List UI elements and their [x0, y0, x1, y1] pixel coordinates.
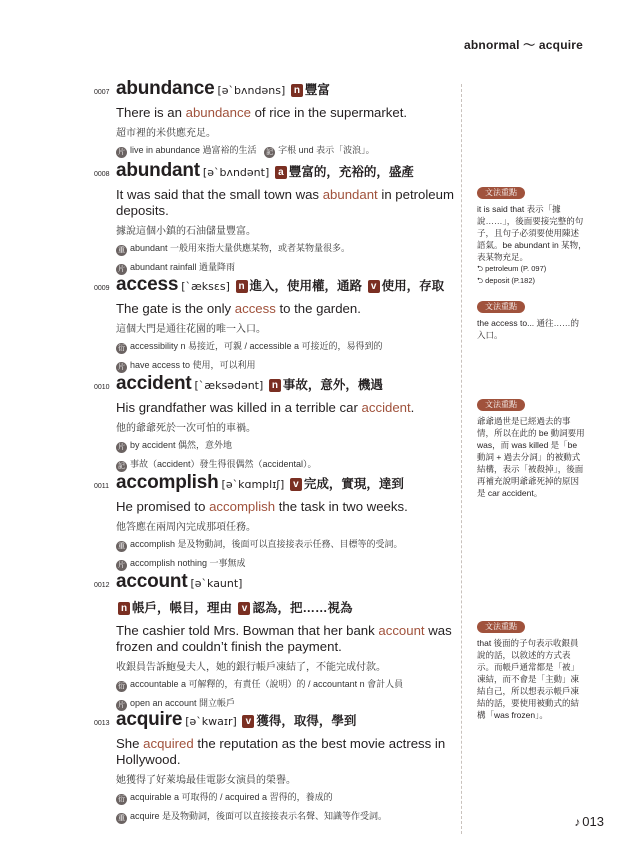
example-highlight: acquired [143, 736, 194, 751]
entry-number: 0007 [94, 89, 110, 96]
note-line: 衍 acquirable a 可取得的 / acquired a 習得的，養成的 [118, 792, 333, 803]
pos-badge: v [238, 602, 250, 615]
headword: acquire [116, 709, 183, 730]
definition: 豐富的，充裕的，盛產 [288, 165, 414, 179]
pos-badge: n [269, 379, 281, 392]
translation: 她獲得了好萊塢最佳電影女演員的榮譽。 [116, 775, 296, 786]
grammar-note [477, 620, 587, 721]
link-icon: ⮌ [477, 276, 486, 285]
pos-badge: a [275, 166, 287, 179]
pronunciation: [ə`bʌndənt] [202, 166, 270, 179]
derivative-icon: 衍 [118, 683, 125, 690]
definition-line [116, 598, 466, 617]
entry-number: 0013 [94, 720, 110, 727]
key-point-icon: 重 [118, 815, 125, 822]
headword: accident [116, 373, 192, 394]
note-line: 片 abundant rainfall 過量降雨 [118, 262, 236, 273]
translation: 超市裡的米供應充足。 [116, 128, 216, 139]
cross-reference: ⮌ deposit (P.182) [477, 276, 535, 285]
entry-number: 0008 [94, 171, 110, 178]
headword: access [116, 274, 179, 295]
definition: 進入，使用權，通路 [249, 279, 363, 293]
example-highlight: accident [361, 400, 411, 415]
note-line: 片 open an account 開立帳戶 [118, 698, 236, 709]
cross-reference: ⮌ petroleum (P. 097) [477, 264, 547, 273]
entry-abundant [94, 157, 466, 275]
pos-badge: v [368, 280, 380, 293]
example-highlight: abundance [185, 105, 251, 120]
entry-account [94, 568, 466, 711]
headword: abundant [116, 160, 200, 181]
note-line: 片 live in abundance 過富裕的生活 記 字根 und 表示「波浪」。 [118, 145, 375, 156]
note-line: 片 accomplish nothing 一事無成 [118, 558, 246, 569]
phrase-icon: 片 [118, 149, 125, 156]
entry-access [94, 271, 466, 373]
pronunciation: [`æksədənt] [194, 379, 264, 392]
definition: 認為，把……視為 [252, 601, 353, 615]
phrase-icon: 片 [118, 266, 125, 273]
note-line: 記 事故（accident）發生得很偶然（accidental）。 [118, 459, 317, 470]
example-sentence: The cashier told Mrs. Bowman that her bank account was frozen and couldn’t finish the payment. [116, 623, 452, 654]
definition: 完成，實現，達到 [303, 477, 404, 491]
grammar-note-label: 文法重點 [477, 187, 525, 199]
pronunciation: [ə`kɑmplɪʃ] [221, 478, 285, 491]
note-line: 衍 accessibility n 易接近，可親 / accessible a 可接近的，易得到的 [118, 341, 383, 352]
grammar-note-label: 文法重點 [477, 621, 525, 633]
phrase-icon: 片 [118, 562, 125, 569]
headword: accomplish [116, 472, 219, 493]
grammar-note-label: 文法重點 [477, 399, 525, 411]
derivative-icon: 衍 [118, 345, 125, 352]
translation: 他的爺爺死於一次可怕的車禍。 [116, 423, 256, 434]
example-highlight: account [378, 623, 425, 638]
pronunciation: [`æksɛs] [181, 280, 230, 293]
translation: 據說這個小鎮的石油儲量豐富。 [116, 226, 256, 237]
pos-badge: n [291, 84, 303, 97]
pronunciation: [ə`bʌndəns] [217, 84, 286, 97]
example-highlight: abundant [322, 187, 378, 202]
definition: 帳戶，帳目，理由 [132, 601, 233, 615]
memory-icon: 記 [118, 463, 125, 470]
pos-badge: n [236, 280, 248, 293]
example-highlight: access [234, 301, 276, 316]
example-sentence: There is an abundance of rice in the supermarket. [116, 105, 408, 120]
phrase-icon: 片 [118, 444, 125, 451]
translation: 他答應在兩周內完成那項任務。 [116, 522, 256, 533]
note-line: 片 have access to 使用，可以利用 [118, 360, 256, 371]
example-highlight: accomplish [209, 499, 276, 514]
entry-number: 0012 [94, 582, 110, 589]
definition: 獲得，取得，學到 [256, 714, 357, 728]
key-point-icon: 重 [118, 247, 125, 254]
phrase-icon: 片 [118, 702, 125, 709]
entry-number: 0011 [94, 483, 110, 490]
entry-number: 0009 [94, 285, 110, 292]
definition: 事故，意外，機遇 [282, 378, 383, 392]
entry-accident [94, 370, 466, 472]
example-sentence: The gate is the only access to the garden. [116, 301, 361, 316]
pronunciation: [ə`kwaɪr] [185, 715, 237, 728]
translation: 這個大門是通往花園的唯一入口。 [116, 324, 266, 335]
key-point-icon: 重 [118, 543, 125, 550]
grammar-note-text: the access to... 通往……的入口。 [477, 318, 580, 340]
note-line: 片 by accident 偶然，意外地 [118, 440, 233, 451]
grammar-note-text: it is said that 表示「據說……」，後面要接完整的句子，且句子必須要使用陳述語氣。be abundant in 某物，表某物充足。 [477, 204, 587, 262]
music-note-icon: ♪ [574, 815, 581, 829]
translation: 收銀員告訴鮑曼夫人，她的銀行帳戶凍結了，不能完成付款。 [116, 662, 386, 673]
headword: abundance [116, 78, 215, 99]
pos-badge: v [290, 478, 302, 491]
headword: account [116, 571, 188, 592]
memory-icon: 記 [266, 149, 274, 156]
definition: 豐富 [304, 83, 330, 97]
grammar-note [477, 398, 587, 499]
running-header: abnormal ～ acquire [464, 38, 583, 52]
page-number: ♪ 013 [574, 814, 604, 829]
phrase-icon: 片 [118, 364, 125, 371]
pos-badge: v [242, 715, 254, 728]
definition: 使用，存取 [381, 279, 445, 293]
example-sentence: He promised to accomplish the task in two weeks. [116, 499, 408, 514]
note-line: 重 acquire 是及物動詞，後面可以直接接表示名聲、知識等作受詞。 [118, 811, 388, 822]
pos-badge: n [118, 602, 130, 615]
entry-head [94, 75, 466, 101]
note-line: 重 abundant 一般用來指大量供應某物，或者某物量很多。 [118, 243, 351, 254]
pronunciation: [ə`kaunt] [190, 577, 243, 590]
grammar-note-text: 爺爺過世是已經過去的事情，所以在此的 be 動詞要用 was，而 was killed 是「be 動詞 + 過去分詞」的被動式結構，表示「被殺掉」，後面再補充說明爺爺死掉的原因是 car accident。 [477, 416, 585, 498]
note-line: 重 accomplish 是及物動詞，後面可以直接接表示任務、目標等的受詞。 [118, 539, 403, 550]
example-sentence: His grandfather was killed in a terrible car accident. [116, 400, 415, 415]
grammar-note-label: 文法重點 [477, 301, 525, 313]
entry-accomplish [94, 469, 466, 571]
grammar-note [477, 300, 587, 341]
entry-acquire [94, 706, 466, 824]
entry-abundance [94, 75, 466, 158]
example-sentence: She acquired the reputation as the best movie actress in Hollywood. [116, 736, 446, 767]
entry-number: 0010 [94, 384, 110, 391]
link-icon: ⮌ [477, 264, 486, 273]
example-sentence: It was said that the small town was abundant in petroleum deposits. [116, 187, 454, 218]
note-line: 衍 accountable a 可解釋的，有責任（說明）的 / accountant n 會計人員 [118, 679, 404, 690]
derivative-icon: 衍 [118, 796, 125, 803]
grammar-note-text: that 後面的子句表示收銀員說的話，以敘述的方式表示。而帳戶通常都是「被」凍結，而不會是「主動」凍結自己，所以想表示帳戶凍結的話，要使用被動式的結構「was frozen」。 [477, 638, 580, 720]
grammar-note [477, 186, 587, 287]
